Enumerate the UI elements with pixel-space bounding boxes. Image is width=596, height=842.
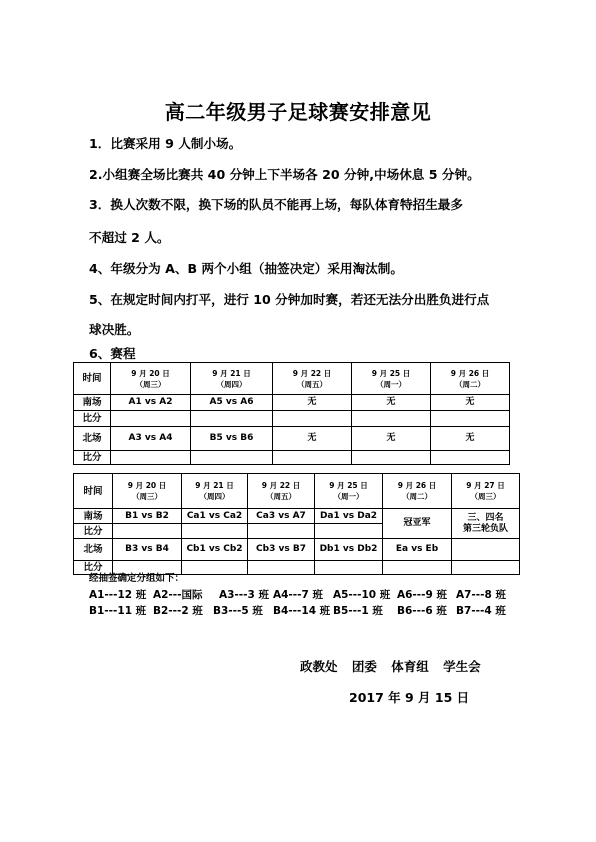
match-cell: 无 (431, 395, 510, 411)
date-header: 9 月 21 日 （周四） (191, 363, 273, 395)
table-row (74, 411, 510, 427)
score-cell (113, 524, 182, 539)
schedule-heading: 6、赛程 (89, 346, 136, 361)
signatories (300, 657, 491, 675)
match-cell: A1 vs A2 (111, 395, 191, 411)
groups-note: 经抽签确定分组如下： (89, 573, 185, 584)
score-cell (191, 451, 273, 465)
north-field-label: 北场 (74, 427, 111, 451)
match-cell: B3 vs B4 (113, 539, 182, 561)
rule-2: 2.小组赛全场比赛共 40 分钟上下半场各 20 分钟,中场休息 5 分钟。 (89, 167, 480, 182)
score-cell (248, 524, 315, 539)
south-field-label: 南场 (74, 509, 113, 524)
match-cell: Cb1 vs Cb2 (182, 539, 248, 561)
score-cell (273, 451, 352, 465)
match-cell: 无 (352, 427, 431, 451)
signatory: 团委 (351, 659, 377, 674)
group-b-row (89, 601, 506, 617)
group-a-item: A3---3 班 (219, 589, 269, 601)
score-cell (315, 561, 383, 575)
group-a-item: A7---8 班 (456, 589, 506, 601)
group-assignments (89, 573, 506, 617)
match-cell: 无 (273, 395, 352, 411)
table-row (74, 427, 510, 451)
score-cell (182, 561, 248, 575)
date-header: 9 月 25 日 （周一） (352, 363, 431, 395)
document-title: 高二年级男子足球赛安排意见 (164, 100, 432, 124)
table-row (74, 395, 510, 411)
match-cell: A5 vs A6 (191, 395, 273, 411)
match-cell: Db1 vs Db2 (315, 539, 383, 561)
score-cell (383, 561, 452, 575)
final-match-cell: 冠亚军 (383, 509, 452, 539)
date-header: 9 月 21 日 （周四） (182, 474, 248, 509)
score-cell (315, 524, 383, 539)
time-label: 时间 (74, 363, 111, 395)
third-place-cell: 三、四名 第三轮负队 (452, 509, 520, 539)
table-row (74, 539, 520, 561)
time-label: 时间 (74, 474, 113, 509)
score-cell (431, 411, 510, 427)
signatory: 政教处 (300, 659, 338, 674)
match-cell: Cb3 vs B7 (248, 539, 315, 561)
rule-3-cont: 不超过 2 人。 (89, 230, 170, 245)
score-cell (431, 451, 510, 465)
group-a-item: A6---9 班 (397, 589, 447, 601)
match-cell: Ca1 vs Ca2 (182, 509, 248, 524)
table-row (74, 474, 520, 509)
rule-4: 4、年级分为 A、B 两个小组（抽签决定）采用淘汰制。 (89, 261, 403, 276)
match-cell (452, 539, 520, 561)
score-cell (248, 561, 315, 575)
score-cell (273, 411, 352, 427)
group-b-item: B4---14 班 (273, 605, 331, 617)
date-header: 9 月 22 日 （周五） (273, 363, 352, 395)
schedule-table-1 (73, 362, 510, 465)
date-header: 9 月 26 日 （周二） (431, 363, 510, 395)
group-a-item: A2---国际 (153, 589, 203, 601)
group-a-row (89, 585, 506, 601)
match-cell: 无 (431, 427, 510, 451)
score-cell (452, 561, 520, 575)
table-row (74, 363, 510, 395)
signatory: 体育组 (391, 659, 429, 674)
score-cell (352, 411, 431, 427)
date-header: 9 月 26 日 （周二） (383, 474, 452, 509)
north-field-label: 北场 (74, 539, 113, 561)
document-date: 2017 年 9 月 15 日 (349, 690, 470, 705)
score-cell (111, 411, 191, 427)
table-row (74, 451, 510, 465)
match-cell: Ca3 vs A7 (248, 509, 315, 524)
group-b-item: B6---6 班 (397, 605, 447, 617)
south-field-label: 南场 (74, 395, 111, 411)
group-a-item: A1---12 班 (89, 589, 147, 601)
score-label: 比分 (74, 451, 111, 465)
score-cell (352, 451, 431, 465)
table-row (74, 509, 520, 524)
score-cell (182, 524, 248, 539)
score-cell (191, 411, 273, 427)
match-cell: Da1 vs Da2 (315, 509, 383, 524)
score-label: 比分 (74, 524, 113, 539)
group-b-item: B7---4 班 (456, 605, 506, 617)
group-b-item: B5---1 班 (333, 605, 383, 617)
group-a-item: A5---10 班 (333, 589, 391, 601)
signatory: 学生会 (443, 659, 481, 674)
group-a-item: A4---7 班 (273, 589, 323, 601)
date-header: 9 月 20 日 （周三） (113, 474, 182, 509)
score-cell (111, 451, 191, 465)
match-cell: B5 vs B6 (191, 427, 273, 451)
date-header: 9 月 25 日 （周一） (315, 474, 383, 509)
match-cell: Ea vs Eb (383, 539, 452, 561)
score-label: 比分 (74, 561, 113, 575)
rule-5-cont: 球决胜。 (89, 322, 140, 337)
group-b-item: B3---5 班 (213, 605, 263, 617)
rule-1: 1．比赛采用 9 人制小场。 (89, 136, 242, 151)
group-b-item: B2---2 班 (153, 605, 203, 617)
schedule-table-2 (73, 473, 520, 575)
date-header: 9 月 22 日 （周五） (248, 474, 315, 509)
match-cell: A3 vs A4 (111, 427, 191, 451)
match-cell: B1 vs B2 (113, 509, 182, 524)
score-label: 比分 (74, 411, 111, 427)
rule-5: 5、在规定时间内打平，进行 10 分钟加时赛，若还无法分出胜负进行点 (89, 292, 490, 307)
match-cell: 无 (352, 395, 431, 411)
match-cell: 无 (273, 427, 352, 451)
group-b-item: B1---11 班 (89, 605, 147, 617)
date-header: 9 月 20 日 （周三） (111, 363, 191, 395)
date-header: 9 月 27 日 （周三） (452, 474, 520, 509)
rule-3: 3．换人次数不限，换下场的队员不能再上场，每队体育特招生最多 (89, 197, 463, 212)
